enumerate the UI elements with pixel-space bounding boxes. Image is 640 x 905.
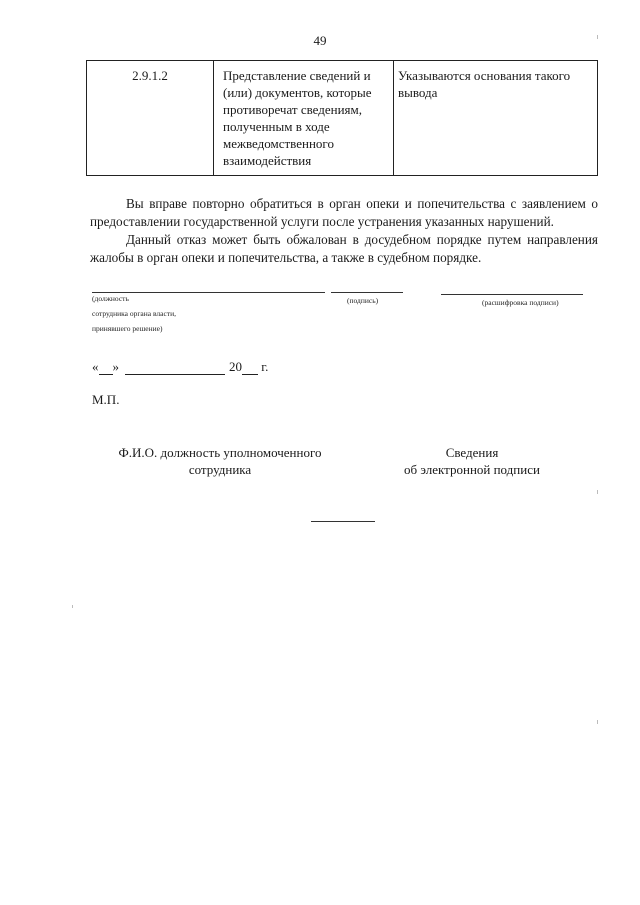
day-blank [99, 362, 113, 375]
scan-speck [597, 720, 598, 724]
scan-speck [597, 490, 598, 494]
table-row [87, 61, 598, 176]
refusal-reasons-table [86, 60, 598, 176]
electronic-signature-block [392, 444, 552, 478]
end-of-document-rule [311, 521, 375, 522]
signature-line [331, 292, 403, 293]
date-close-quote: » [112, 359, 119, 374]
date-row [92, 359, 268, 375]
date-open-quote: « [92, 359, 99, 374]
position-caption-line-2: сотрудника органа власти, [92, 309, 176, 318]
scan-speck [72, 605, 73, 608]
month-blank [125, 362, 225, 375]
esig-line-1: Сведения [445, 445, 499, 460]
date-year-suffix: г. [261, 359, 269, 374]
date-year-prefix: 20 [229, 359, 242, 374]
authorized-officer-block [108, 444, 332, 478]
seal-placeholder: М.П. [92, 392, 120, 407]
position-caption-line-3: принявшего решение) [92, 324, 163, 333]
reason-code-cell: 2.9.1.2 [87, 61, 214, 176]
reason-text-cell: Представление сведений и (или) документов, которые противоречат сведениям, полученным в ходе межведомственного взаимодействия [214, 61, 394, 176]
signature-caption: (подпись) [347, 296, 379, 305]
fio-line-1: Ф.И.О. должность уполномоченного [118, 445, 322, 460]
scan-speck [597, 35, 598, 39]
reason-note-cell: Указываются основания такого вывода [394, 61, 598, 176]
position-line [92, 292, 325, 293]
decoding-line [441, 294, 583, 295]
appeal-paragraph: Данный отказ может быть обжалован в досудебном порядке путем направления жалобы в орган опеки и попечительства, а также в судебном порядке. [90, 232, 598, 265]
position-caption: (должность [92, 294, 129, 303]
reapply-paragraph: Вы вправе повторно обратиться в орган опеки и попечительства с заявлением о предоставлении государственной услуги после устранения указанных нарушений. [90, 196, 598, 229]
year-blank [242, 362, 258, 375]
page-number: 49 [313, 33, 327, 48]
decoding-caption: (расшифровка подписи) [482, 298, 559, 307]
esig-line-2: об электронной подписи [404, 462, 540, 477]
fio-line-2: сотрудника [188, 462, 252, 477]
